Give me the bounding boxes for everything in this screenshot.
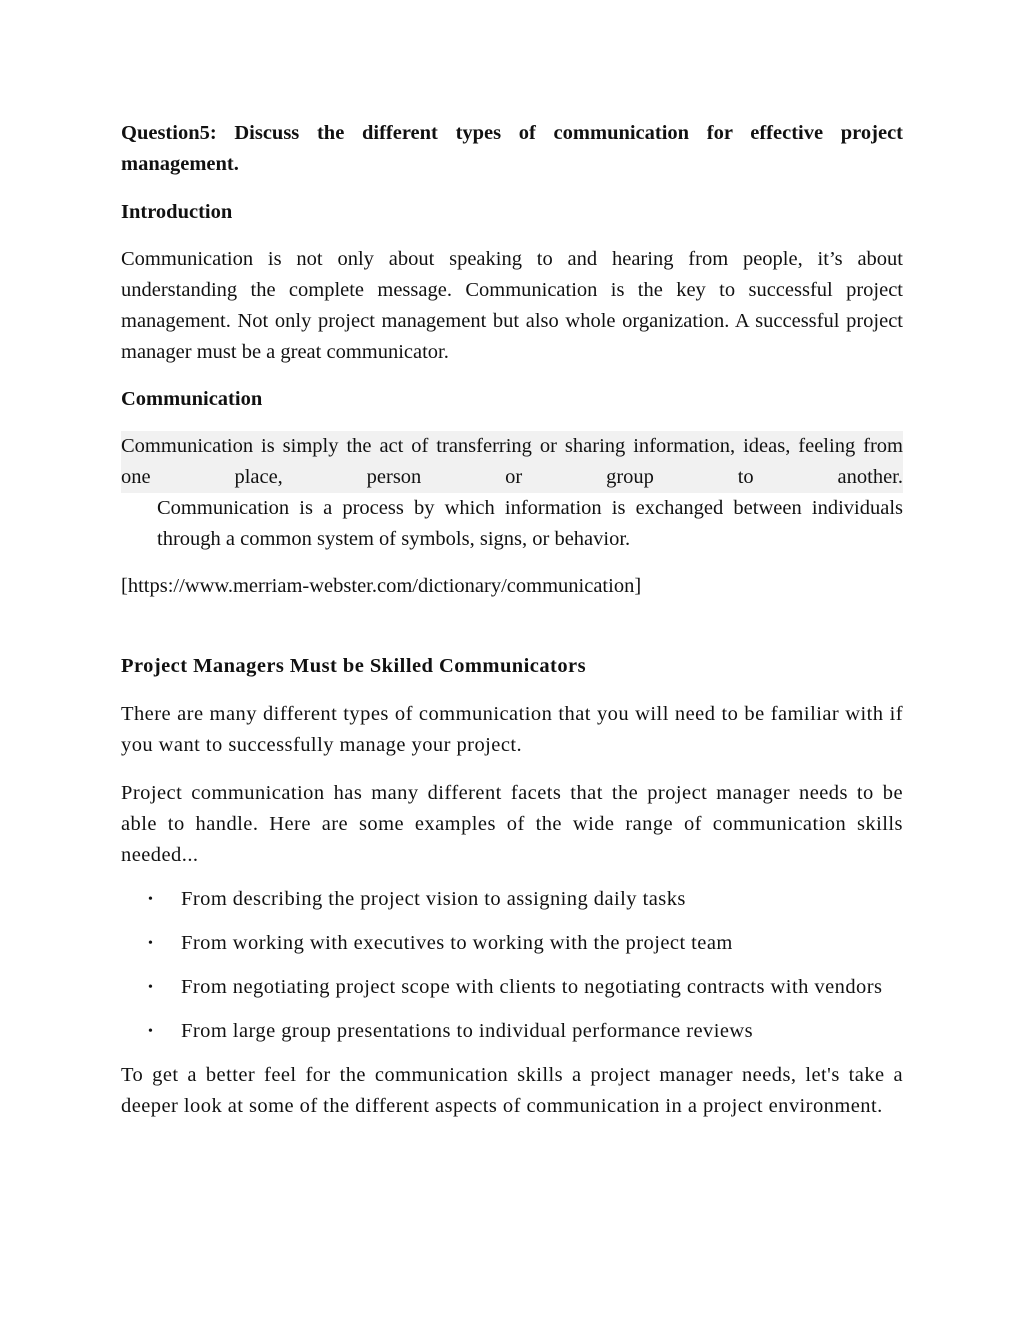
introduction-heading: Introduction: [121, 201, 233, 223]
skilled-communicators-heading: Project Managers Must be Skilled Communicators: [121, 655, 587, 677]
communication-definition: Communication is simply the act of transferring or sharing information, ideas, feeling from one place, person or group to another.: [121, 431, 903, 493]
skilled-paragraph-1: There are many different types of communication that you will need to be familiar with if you want to successfully manage your project.: [121, 703, 903, 756]
communication-heading: Communication: [121, 388, 263, 410]
communication-process: Communication is a process by which information is exchanged between individuals through a common system of symbols, signs, or behavior.: [157, 497, 903, 550]
bullet-text: From working with executives to working with the project team: [181, 932, 733, 954]
bullet-item: [121, 1016, 903, 1047]
introduction-paragraph: Communication is not only about speaking to and hearing from people, it’s about understanding the complete message. Communication is the key to successful project management. Not only project management but also whole organization. A successful project manager must be a great communicator.: [121, 248, 903, 363]
bullet-item: [121, 972, 903, 1003]
bullet-text: From large group presentations to individual performance reviews: [181, 1020, 754, 1042]
bullet-icon: •: [148, 892, 154, 907]
bullet-text: From negotiating project scope with clients to negotiating contracts with vendors: [181, 976, 883, 998]
bullet-item: [121, 928, 903, 959]
bullet-icon: •: [148, 1024, 154, 1039]
question-title: Question5: Discuss the different types of communication for effective project management.: [121, 122, 903, 175]
skilled-paragraph-2: Project communication has many different facets that the project manager needs to be able to handle. Here are some examples of the wide range of communication skills needed...: [121, 782, 903, 866]
bullet-item: [121, 884, 903, 915]
bullet-text: From describing the project vision to assigning daily tasks: [181, 888, 686, 910]
bullet-icon: •: [148, 936, 154, 951]
closing-paragraph: To get a better feel for the communication skills a project manager needs, let's take a deeper look at some of the different aspects of communication in a project environment.: [121, 1064, 903, 1117]
document-body: [121, 118, 903, 1122]
skills-bullet-list: [121, 884, 903, 1047]
dictionary-reference: [https://www.merriam-webster.com/dictionary/communication]: [121, 575, 642, 597]
bullet-icon: •: [148, 980, 154, 995]
